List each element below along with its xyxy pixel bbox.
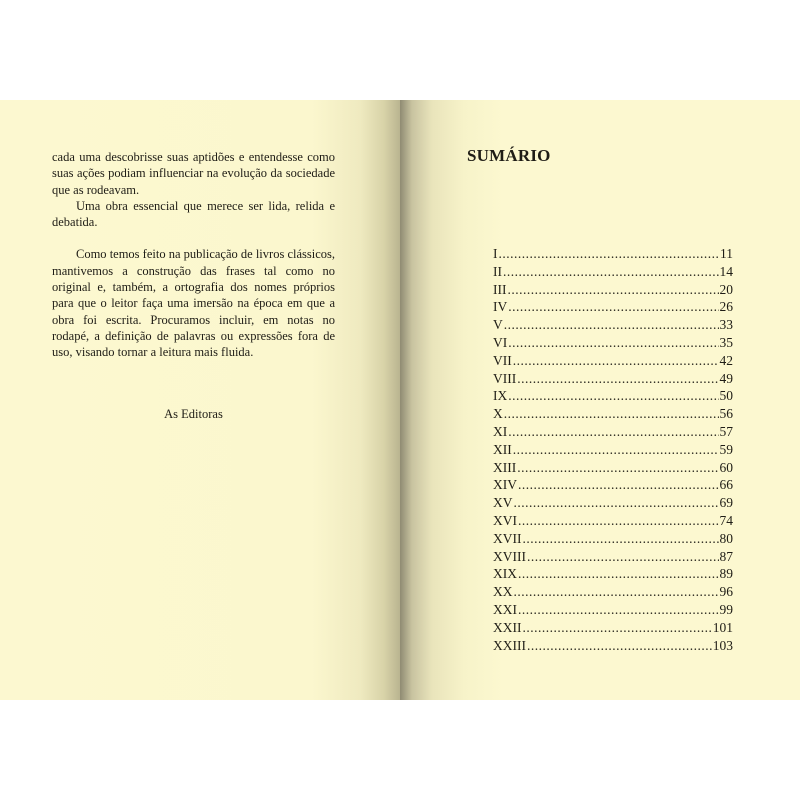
toc-entry[interactable]	[493, 512, 733, 530]
toc-leader-dots	[504, 316, 719, 334]
toc-leader-dots	[503, 263, 719, 281]
toc-entry-page: 56	[719, 406, 733, 422]
toc-entry-label: XVIII	[493, 548, 526, 564]
toc-entry-label: XXIII	[493, 637, 526, 653]
toc-entry[interactable]	[493, 263, 733, 281]
toc-entry-page: 101	[712, 619, 733, 635]
toc-entry[interactable]	[493, 548, 733, 566]
toc-leader-dots	[518, 601, 719, 619]
toc-entry-label: V	[493, 317, 503, 333]
toc-entry-page: 89	[719, 566, 733, 582]
toc-entry-page: 103	[712, 637, 733, 653]
toc-entry[interactable]	[493, 494, 733, 512]
toc-entry[interactable]	[493, 619, 733, 637]
toc-entry-label: X	[493, 406, 503, 422]
paragraph-gap	[52, 230, 335, 246]
toc-entry-page: 99	[719, 601, 733, 617]
toc-entry-label: VII	[493, 352, 512, 368]
toc-leader-dots	[518, 476, 719, 494]
toc-entry-page: 66	[719, 477, 733, 493]
toc-entry[interactable]	[493, 583, 733, 601]
toc-entry-label: XIX	[493, 566, 517, 582]
toc-entry[interactable]	[493, 601, 733, 619]
toc-entry-label: XV	[493, 495, 513, 511]
toc-leader-dots	[517, 370, 718, 388]
toc-entry-page: 87	[719, 548, 733, 564]
toc-entry-page: 74	[719, 512, 733, 528]
right-page	[400, 100, 800, 700]
toc-entry-page: 59	[719, 441, 733, 457]
toc-entry[interactable]	[493, 441, 733, 459]
book-spread	[0, 100, 800, 700]
toc-leader-dots	[523, 619, 712, 637]
left-page	[0, 100, 400, 700]
toc-leader-dots	[513, 441, 719, 459]
toc-entry-page: 60	[719, 459, 733, 475]
toc-leader-dots	[527, 548, 719, 566]
toc-entry-label: I	[493, 246, 498, 261]
toc-leader-dots	[508, 281, 719, 299]
toc-leader-dots	[514, 494, 719, 512]
toc-entry-page: 42	[719, 352, 733, 368]
toc-entry[interactable]	[493, 281, 733, 299]
toc-entry[interactable]	[493, 298, 733, 316]
toc-entry-page: 14	[719, 263, 733, 279]
toc-title: SUMÁRIO	[467, 146, 551, 165]
toc-entry-page: 96	[719, 584, 733, 600]
toc-leader-dots	[504, 405, 719, 423]
signature: As Editoras	[164, 407, 223, 421]
toc-entry[interactable]	[493, 565, 733, 583]
toc-leader-dots	[518, 565, 719, 583]
toc-entry-label: II	[493, 263, 502, 279]
toc-entry-page: 11	[720, 246, 733, 261]
toc-leader-dots	[517, 459, 718, 477]
toc-entry-page: 20	[719, 281, 733, 297]
toc-entry-label: XXI	[493, 601, 517, 617]
toc-entry-label: XX	[493, 584, 513, 600]
toc-entry-page: 80	[719, 530, 733, 546]
toc-entry-page: 69	[719, 495, 733, 511]
toc-entry-page: 50	[719, 388, 733, 404]
toc-entry-label: XII	[493, 441, 512, 457]
toc-entry[interactable]	[493, 405, 733, 423]
toc-entry[interactable]	[493, 423, 733, 441]
toc-entry[interactable]	[493, 637, 733, 655]
toc-entry[interactable]	[493, 352, 733, 370]
toc-leader-dots	[508, 334, 718, 352]
toc-leader-dots	[518, 512, 719, 530]
toc-leader-dots	[523, 530, 719, 548]
toc-entry-label: XIV	[493, 477, 517, 493]
toc-entry-page: 26	[719, 299, 733, 315]
toc-leader-dots	[499, 245, 720, 263]
toc-leader-dots	[513, 352, 719, 370]
paragraph-3: Como temos feito na publicação de livros clássicos, mantivemos a construção das frases tal como no original e, também, a ortografia dos nomes próprios para que o leitor faça uma imersão na época em que a obra foi escrita. Procuramos incluir, em notas no rodapé, a definição de palavras ou expressões fora de uso, visando tornar a leitura mais fluida.	[52, 247, 335, 360]
toc-leader-dots	[508, 298, 718, 316]
paragraph-2: Uma obra essencial que merece ser lida, relida e debatida.	[52, 198, 335, 230]
paragraph-1: cada uma descobrisse suas aptidões e entendesse como suas ações podiam influenciar na evolução da sociedade que as rodeavam.	[52, 150, 335, 197]
table-of-contents	[493, 245, 733, 654]
toc-entry[interactable]	[493, 459, 733, 477]
toc-entry-label: VIII	[493, 370, 517, 386]
toc-entry[interactable]	[493, 334, 733, 352]
toc-entry[interactable]	[493, 476, 733, 494]
toc-leader-dots	[527, 637, 712, 655]
toc-leader-dots	[508, 387, 718, 405]
toc-entry-label: XVI	[493, 512, 517, 528]
toc-entry-page: 57	[719, 423, 733, 439]
toc-entry-label: IV	[493, 299, 508, 315]
toc-entry[interactable]	[493, 370, 733, 388]
left-page-text	[52, 149, 335, 361]
toc-entry[interactable]	[493, 316, 733, 334]
toc-entry-label: XIII	[493, 459, 517, 475]
toc-entry[interactable]	[493, 530, 733, 548]
toc-entry-page: 35	[719, 334, 733, 350]
toc-leader-dots	[514, 583, 719, 601]
toc-entry[interactable]	[493, 387, 733, 405]
toc-entry-label: III	[493, 281, 507, 297]
toc-entry-page: 49	[719, 370, 733, 386]
toc-entry[interactable]	[493, 245, 733, 263]
toc-entry-page: 33	[719, 317, 733, 333]
toc-entry-label: VI	[493, 334, 508, 350]
toc-leader-dots	[508, 423, 718, 441]
toc-entry-label: XXII	[493, 619, 522, 635]
toc-entry-label: XI	[493, 423, 508, 439]
toc-entry-label: XVII	[493, 530, 522, 546]
toc-entry-label: IX	[493, 388, 508, 404]
